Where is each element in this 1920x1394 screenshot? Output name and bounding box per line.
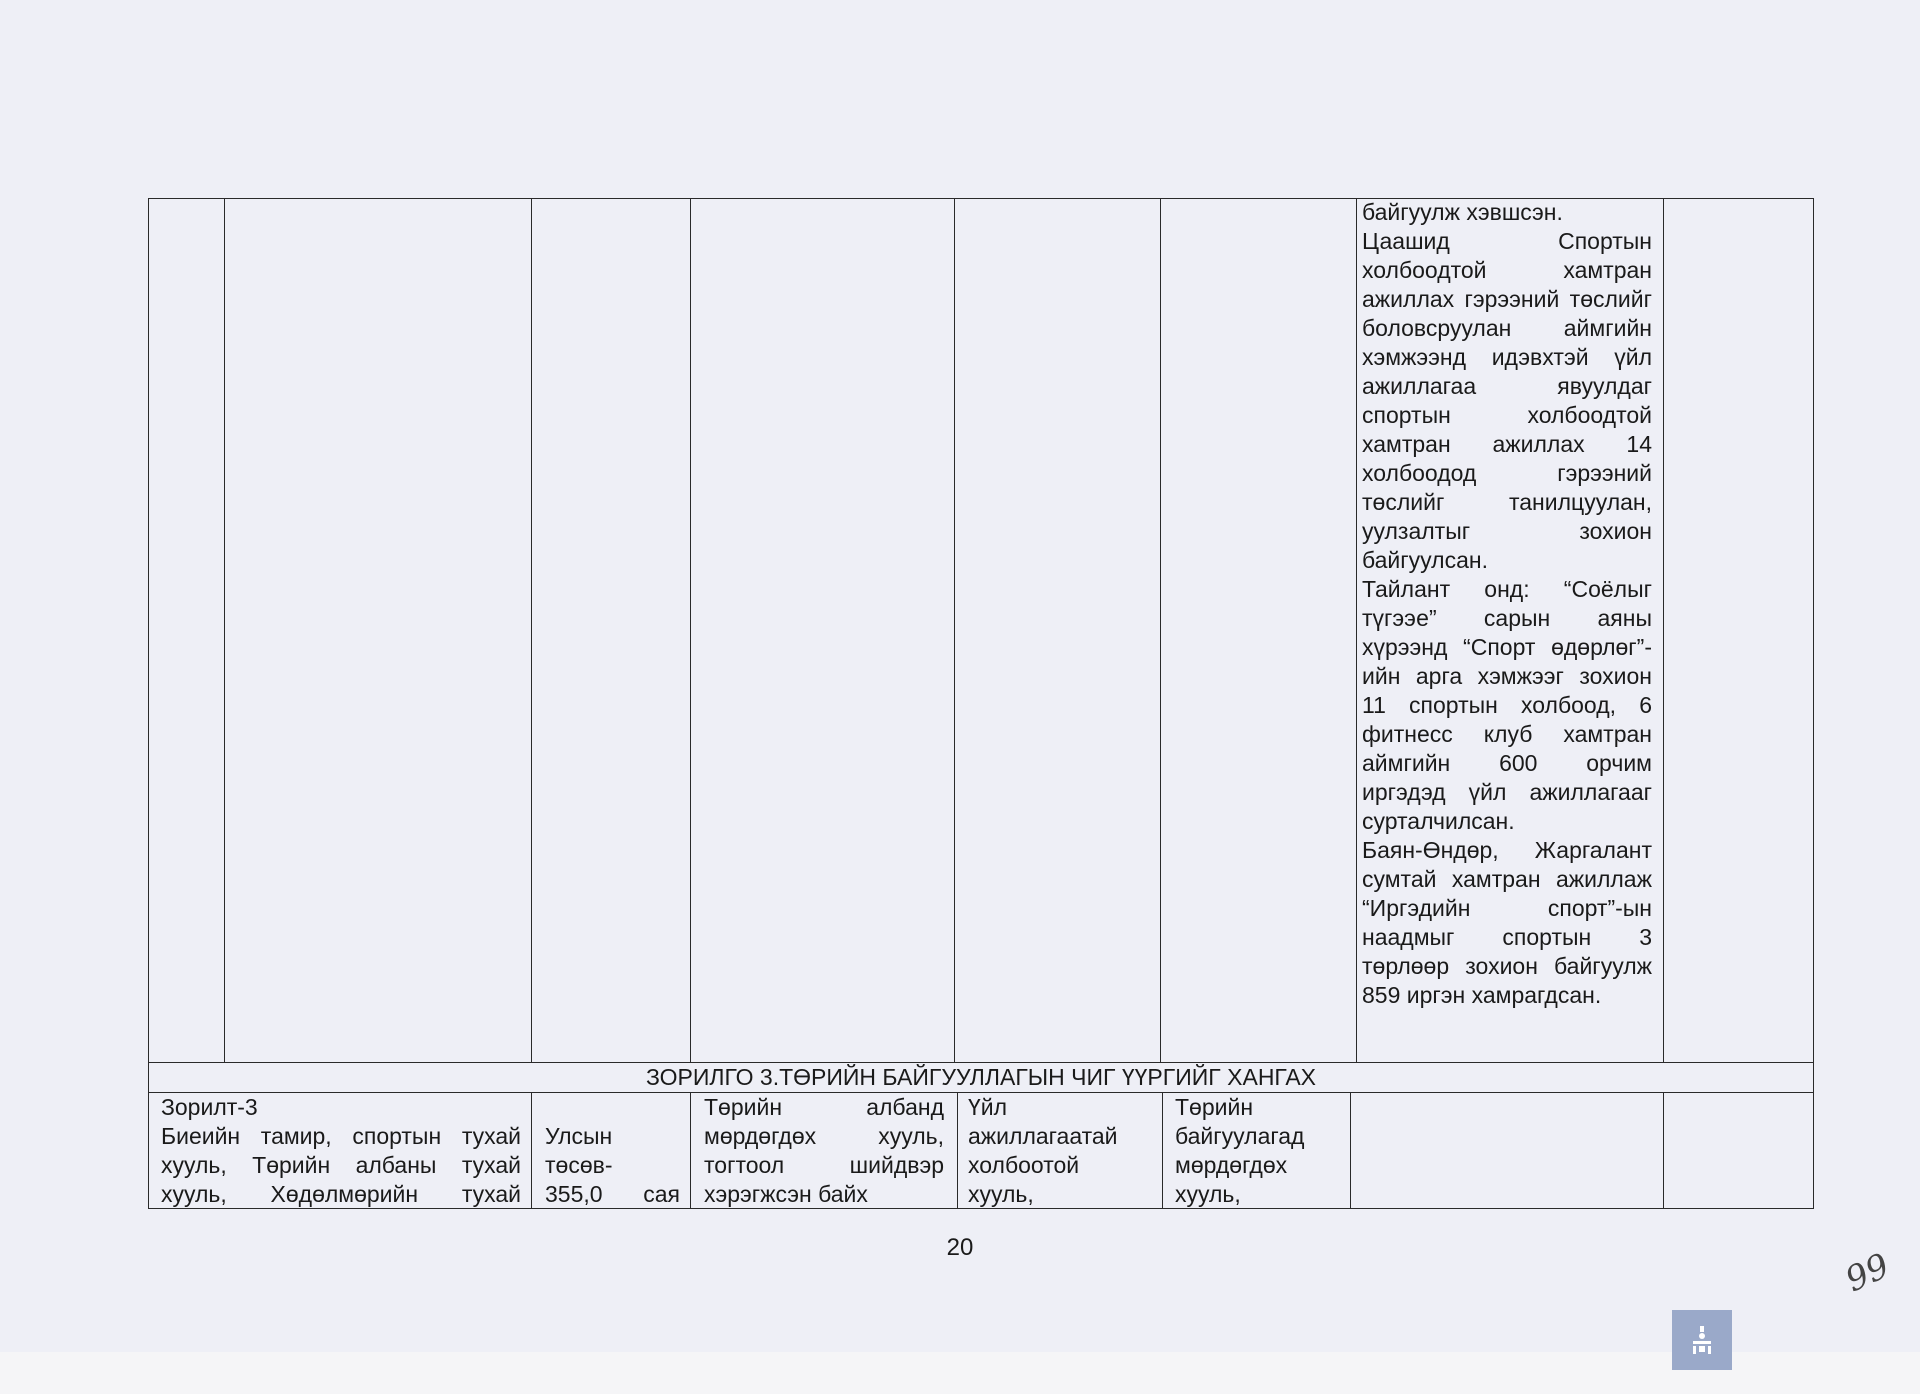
table-column-border — [1663, 198, 1664, 1063]
outcome-line: хэрэгжсэн байх — [704, 1181, 868, 1207]
table-column-border — [531, 1092, 532, 1209]
indicator-line: Үйл — [968, 1094, 1008, 1120]
budget-cell — [545, 1122, 680, 1209]
budget-line: 355,0 сая — [545, 1181, 680, 1207]
section-title: ЗОРИЛГО 3.ТӨРИЙН БАЙГУУЛЛАГЫН ЧИГ ҮҮРГИЙГ ХАНГАХ — [645, 1064, 1317, 1090]
indicator-line: холбоотой — [968, 1152, 1080, 1178]
table-column-border — [1813, 1092, 1814, 1209]
continuation-paragraph: Тайлант онд: “Соёлыг түгээе” сарын аяны хүрээнд “Спорт өдөрлөг”-ийн арга хэмжээг зохион 11 спортын холбоод, 6 фитнесс клуб хамтран аймгийн 600 орчим иргэдэд үйл ажиллагааг сурталчилсан. — [1362, 576, 1652, 834]
table-column-border — [1350, 1092, 1351, 1209]
outcome-line: Төрийн албанд — [704, 1094, 944, 1120]
objective-title: Зорилт-3 — [161, 1094, 258, 1120]
continuation-paragraph: Цаашид Спортын холбоодтой хамтран ажиллах гэрээний төслийг боловсруулан аймгийн хэмжээнд идэвхтэй үйл ажиллагаа явуулдаг спортын холбоодтой хамтран ажиллах 14 холбоодод гэрээний төслийг танилцуулан, уулзалтыг зохион байгуулсан. — [1362, 228, 1652, 573]
scan-bottom-strip — [0, 1352, 1920, 1394]
table-column-border — [531, 198, 532, 1063]
budget-line: Улсын — [545, 1123, 613, 1149]
target-line: хууль, — [1175, 1181, 1241, 1207]
table-column-border — [690, 198, 691, 1063]
objective-cell — [161, 1093, 521, 1209]
indicator-cell — [968, 1093, 1158, 1209]
government-emblem-icon — [1672, 1310, 1732, 1370]
table-column-border — [148, 1092, 149, 1209]
continuation-paragraph: Баян-Өндөр, Жаргалант сумтай хамтран ажиллаж “Иргэдийн спорт”-ын наадмыг спортын 3 төрлөөр зохион байгуулж 859 иргэн хамрагдсан. — [1362, 837, 1652, 1008]
budget-line: төсөв- — [545, 1152, 613, 1178]
outcome-line: мөрдөгдөх хууль, — [704, 1123, 944, 1149]
table-column-border — [957, 1092, 958, 1209]
table-column-border — [1663, 1092, 1664, 1209]
objective-line: Биеийн тамир, спортын тухай — [161, 1123, 521, 1149]
target-line: байгуулагад — [1175, 1123, 1305, 1149]
outcome-line: тогтоол шийдвэр — [704, 1152, 944, 1178]
table-column-border — [148, 198, 149, 1063]
soyombo-icon — [1687, 1324, 1717, 1356]
table-column-border — [1160, 198, 1161, 1063]
objective-line: хууль, Хөдөлмөрийн тухай — [161, 1181, 521, 1207]
continuation-paragraph: байгуулж хэвшсэн. — [1362, 199, 1563, 225]
table-column-border — [1813, 198, 1814, 1063]
indicator-line: хууль, — [968, 1181, 1034, 1207]
target-line: мөрдөгдөх — [1175, 1152, 1288, 1178]
table-column-border — [954, 198, 955, 1063]
outcome-cell — [704, 1093, 944, 1209]
table-column-border — [690, 1092, 691, 1209]
objective-line: хууль, Төрийн албаны тухай — [161, 1152, 521, 1178]
table-column-border — [1356, 198, 1357, 1063]
page-number: 20 — [946, 1234, 974, 1261]
target-line: Төрийн — [1175, 1094, 1254, 1120]
handwritten-page-mark: 99 — [1839, 1245, 1896, 1301]
indicator-line: ажиллагаатай — [968, 1123, 1118, 1149]
report-continuation-cell — [1362, 198, 1652, 1010]
target-cell — [1175, 1093, 1350, 1209]
table-column-border — [1162, 1092, 1163, 1209]
table-column-border — [224, 198, 225, 1063]
